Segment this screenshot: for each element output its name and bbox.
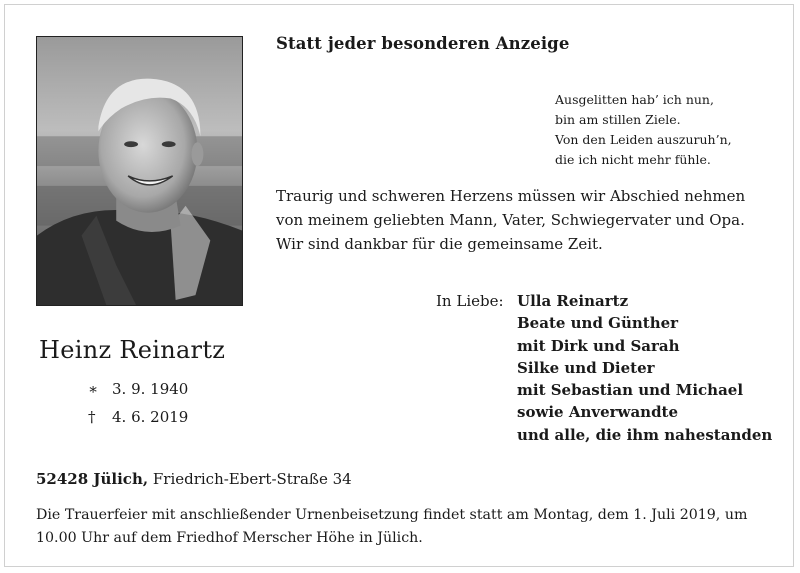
signer: sowie Anverwandte xyxy=(517,403,679,422)
signer: mit Sebastian und Michael xyxy=(517,381,744,400)
poem-line: Von den Leiden auszuruh’n, xyxy=(555,132,732,147)
portrait-photo xyxy=(36,36,243,306)
address-city: 52428 Jülich, xyxy=(36,470,149,488)
address xyxy=(36,470,352,488)
headline: Statt jeder besonderen Anzeige xyxy=(276,34,570,53)
message-line: Traurig und schweren Herzens müssen wir Abschied nehmen xyxy=(276,187,746,205)
death-date: 4. 6. 2019 xyxy=(112,408,189,426)
signers-list xyxy=(517,290,772,446)
address-street: Friedrich-Ebert-Straße 34 xyxy=(152,470,352,488)
message-line: Wir sind dankbar für die gemeinsame Zeit. xyxy=(276,235,603,253)
birth-row xyxy=(88,375,188,403)
signer: Beate und Günther xyxy=(517,314,679,333)
poem-line: die ich nicht mehr fühle. xyxy=(555,152,711,167)
poem-line: Ausgelitten hab’ ich nun, xyxy=(555,92,714,107)
deceased-name: Heinz Reinartz xyxy=(39,336,226,364)
ceremony-line: Die Trauerfeier mit anschließender Urnenbeisetzung findet statt am Montag, dem 1. Juli 2019, um xyxy=(36,507,748,523)
ceremony-info xyxy=(36,504,781,550)
death-cross-icon: † xyxy=(88,408,96,426)
signer: Silke und Dieter xyxy=(517,358,655,377)
poem xyxy=(555,90,732,170)
life-dates xyxy=(88,375,188,431)
signer: mit Dirk und Sarah xyxy=(517,336,680,355)
message-line: von meinem geliebten Mann, Vater, Schwiegervater und Opa. xyxy=(276,211,745,229)
death-row xyxy=(88,403,188,431)
farewell-message xyxy=(276,184,776,256)
signer: Ulla Reinartz xyxy=(517,292,629,310)
poem-line: bin am stillen Ziele. xyxy=(555,112,681,127)
birth-date: 3. 9. 1940 xyxy=(112,380,189,398)
signer: und alle, die ihm nahestanden xyxy=(517,425,773,444)
in-love-label: In Liebe: xyxy=(436,292,504,310)
ceremony-line: 10.00 Uhr auf dem Friedhof Merscher Höhe in Jülich. xyxy=(36,530,423,546)
birth-star-icon: ∗ xyxy=(88,380,99,398)
